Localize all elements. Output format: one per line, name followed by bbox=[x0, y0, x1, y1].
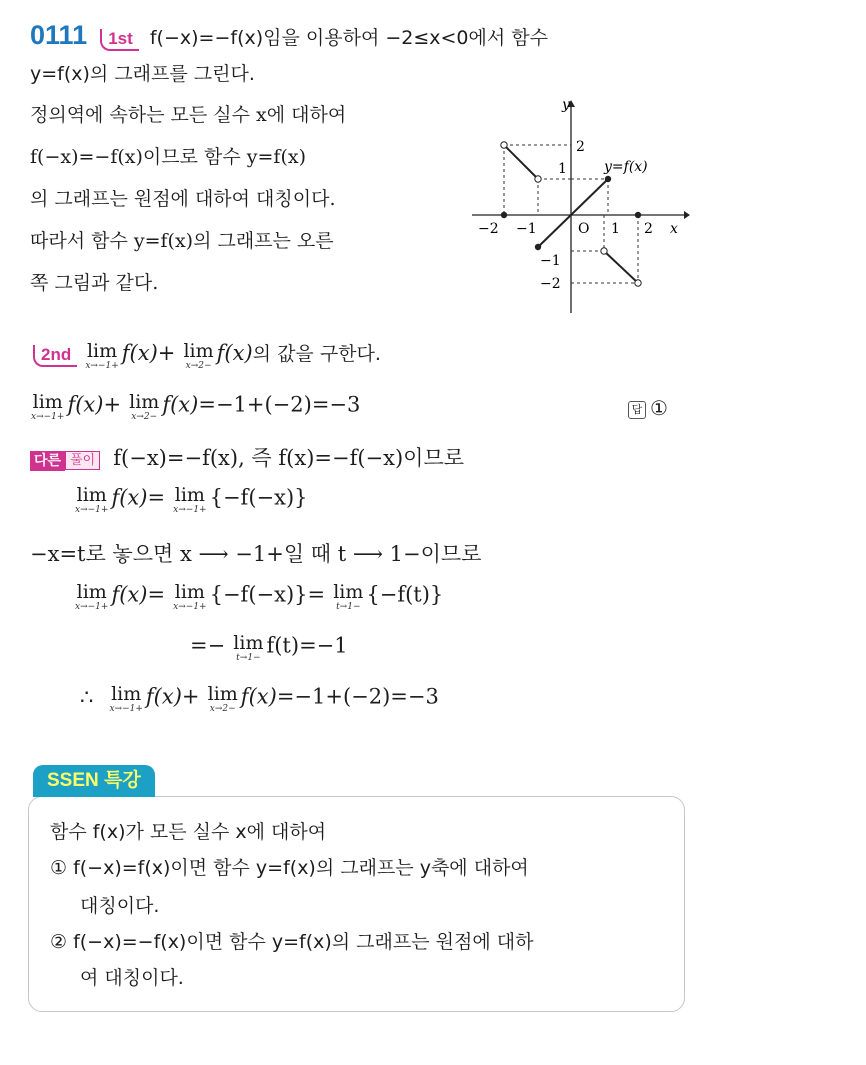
answer-tag: 답 bbox=[628, 401, 646, 419]
step1-text: f(−x)=−f(x)임을 이용하여 −2≤x<0에서 함수 bbox=[149, 27, 548, 49]
filled-point-neg1-neg1 bbox=[535, 244, 541, 250]
function-graph bbox=[470, 95, 690, 320]
answer bbox=[628, 396, 668, 421]
filled-point-1-1 bbox=[605, 176, 611, 182]
alt-line-4: lim x→−1+ f(x)= lim x→−1+ {−f(−x)}= lim t→1− {−f(t)} bbox=[75, 581, 444, 612]
explain-line-5: 쪽 그림과 같다. bbox=[30, 272, 159, 294]
open-point-neg2-2 bbox=[501, 142, 507, 148]
curve-label: y=f(x) bbox=[604, 159, 648, 175]
alt-line-3: −x=t로 놓으면 x ⟶ −1+일 때 t ⟶ 1−이므로 bbox=[30, 542, 482, 566]
alt-line-2: lim x→−1+ f(x)= lim x→−1+ {−f(−x)} bbox=[75, 484, 308, 515]
step1-label: 1st bbox=[100, 29, 139, 51]
alt-line1-text: f(−x)=−f(x), 즉 f(x)=−f(−x)이므로 bbox=[113, 446, 465, 470]
step2-line: 2nd lim x→−1+ f(x)+ lim x→2− f(x)의 값을 구한다. bbox=[33, 340, 381, 371]
origin-label: O bbox=[578, 221, 590, 237]
x-axis-label: x bbox=[670, 221, 678, 237]
tick-label-y2: 2 bbox=[576, 139, 585, 155]
x-axis-arrow-icon bbox=[684, 211, 690, 219]
explain-line-3: 의 그래프는 원점에 대하여 대칭이다. bbox=[30, 188, 336, 210]
y-axis-label: y bbox=[562, 97, 570, 113]
tick-label-xneg1: −1 bbox=[516, 221, 537, 237]
alt-tag: 다른 bbox=[30, 451, 65, 471]
tick-label-x2: 2 bbox=[644, 221, 653, 237]
explain-line-1: 정의역에 속하는 모든 실수 x에 대하여 bbox=[30, 104, 347, 126]
alt-tag2: 풀이 bbox=[65, 451, 100, 470]
alt-line-1 bbox=[30, 442, 464, 472]
segment-right bbox=[604, 251, 638, 283]
tip-line-4: ② f(−x)=−f(x)이면 함수 y=f(x)의 그래프는 원점에 대하 bbox=[50, 931, 534, 953]
open-point-neg1-1 bbox=[535, 176, 541, 182]
answer-value: ① bbox=[650, 398, 668, 420]
lim-expr: lim x→−1+ bbox=[85, 339, 119, 371]
result-line: lim x→−1+ f(x)+ lim x→2− f(x)=−1+(−2)=−3 bbox=[31, 391, 361, 422]
step2-label: 2nd bbox=[33, 345, 77, 367]
step1-text-2: y=f(x)의 그래프를 그린다. bbox=[30, 63, 255, 85]
tick-label-x1: 1 bbox=[611, 221, 620, 237]
therefore-symbol: ∴ bbox=[80, 684, 94, 709]
tick-label-xneg2: −2 bbox=[478, 221, 499, 237]
step2-text: 의 값을 구한다. bbox=[252, 343, 381, 365]
open-point-2-neg2 bbox=[635, 280, 641, 286]
filled-point-2-0 bbox=[635, 212, 641, 218]
explain-line-4: 따라서 함수 y=f(x)의 그래프는 오른 bbox=[30, 230, 334, 252]
result-value: =−1+(−2)=−3 bbox=[198, 392, 361, 417]
tip-line-5: 여 대칭이다. bbox=[80, 967, 184, 989]
tick-label-yneg2: −2 bbox=[540, 276, 561, 292]
open-point-1-neg1 bbox=[601, 248, 607, 254]
tick-label-y1: 1 bbox=[558, 161, 567, 177]
tip-line-3: 대칭이다. bbox=[80, 895, 160, 917]
tick-label-yneg1: −1 bbox=[540, 253, 561, 269]
problem-number: 0111 bbox=[30, 20, 88, 50]
explain-line-2: f(−x)=−f(x)이므로 함수 y=f(x) bbox=[30, 146, 306, 168]
lim-expr: lim x→2− bbox=[183, 339, 214, 371]
tip-line-2: ① f(−x)=f(x)이면 함수 y=f(x)의 그래프는 y축에 대하여 bbox=[50, 857, 529, 879]
segment-middle bbox=[538, 179, 608, 247]
segment-left bbox=[504, 145, 538, 179]
alt-line-6: ∴ lim x→−1+ f(x)+ lim x→2− f(x)=−1+(−2)=−3 bbox=[80, 683, 439, 714]
tip-line-1: 함수 f(x)가 모든 실수 x에 대하여 bbox=[50, 821, 327, 843]
filled-point-neg2-0 bbox=[501, 212, 507, 218]
alt-line-5: =− lim t→1− f(t)=−1 bbox=[190, 632, 348, 663]
problem-header bbox=[30, 20, 548, 52]
tip-title: SSEN 특강 bbox=[33, 765, 155, 797]
